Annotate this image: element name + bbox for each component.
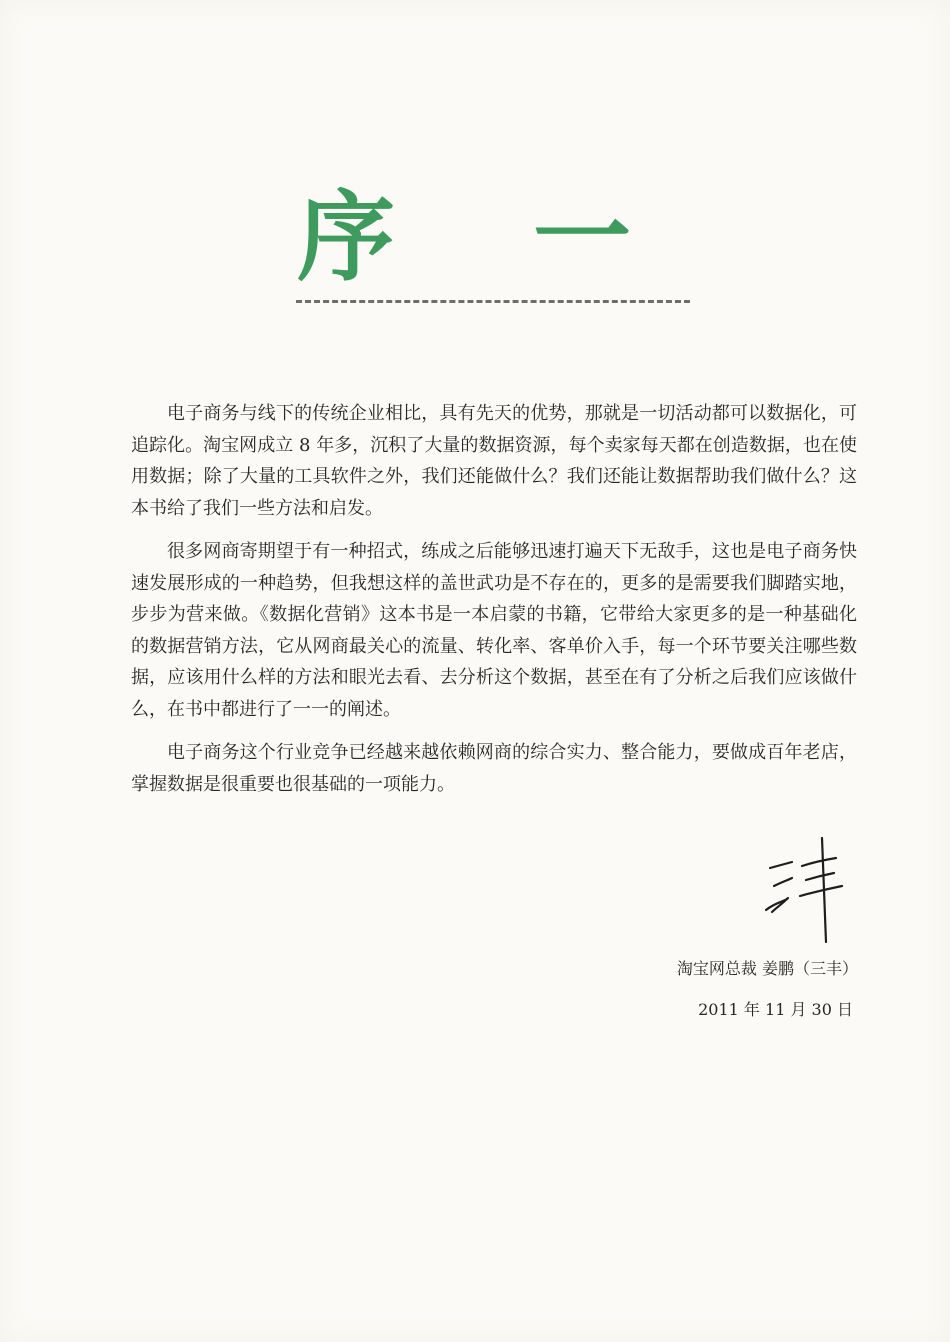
handwritten-signature — [762, 832, 852, 947]
date-line: 2011 年 11 月 30 日 — [698, 1000, 853, 1019]
page-title: 序 一 — [296, 180, 684, 295]
paragraph: 电子商务与线下的传统企业相比，具有先天的优势，那就是一切活动都可以数据化，可追踪化。淘宝网成立 8 年多，沉积了大量的数据资源，每个卖家每天都在创造数据，也在使用数据；除了大量的工具软件之外，我们还能做什么？我们还能让数据帮助我们做什么？这本书给了我们一些方法和启发。 — [131, 403, 857, 519]
paragraph: 很多网商寄期望于有一种招式，练成之后能够迅速打遍天下无敌手，这也是电子商务快速发展形成的一种趋势，但我想这样的盖世武功是不存在的，更多的是需要我们脚踏实地，步步为营来做。《数据化营销》这本书是一本启蒙的书籍，它带给大家更多的是一种基础化的数据营销方法，它从网商最关心的流量、转化率、客单价入手，每一个环节要关注哪些数据，应该用什么样的方法和眼光去看、去分析这个数据，甚至在有了分析之后我们应该做什么，在书中都进行了一一的阐述。 — [131, 541, 857, 720]
paragraph: 电子商务这个行业竞争已经越来越依赖网商的综合实力、整合能力，要做成百年老店，掌握数据是很重要也很基础的一项能力。 — [131, 742, 857, 795]
author-line: 淘宝网总裁 姜鹏（三丰） — [676, 959, 858, 978]
preface-body — [131, 398, 857, 812]
title-dashed-divider — [296, 300, 690, 303]
